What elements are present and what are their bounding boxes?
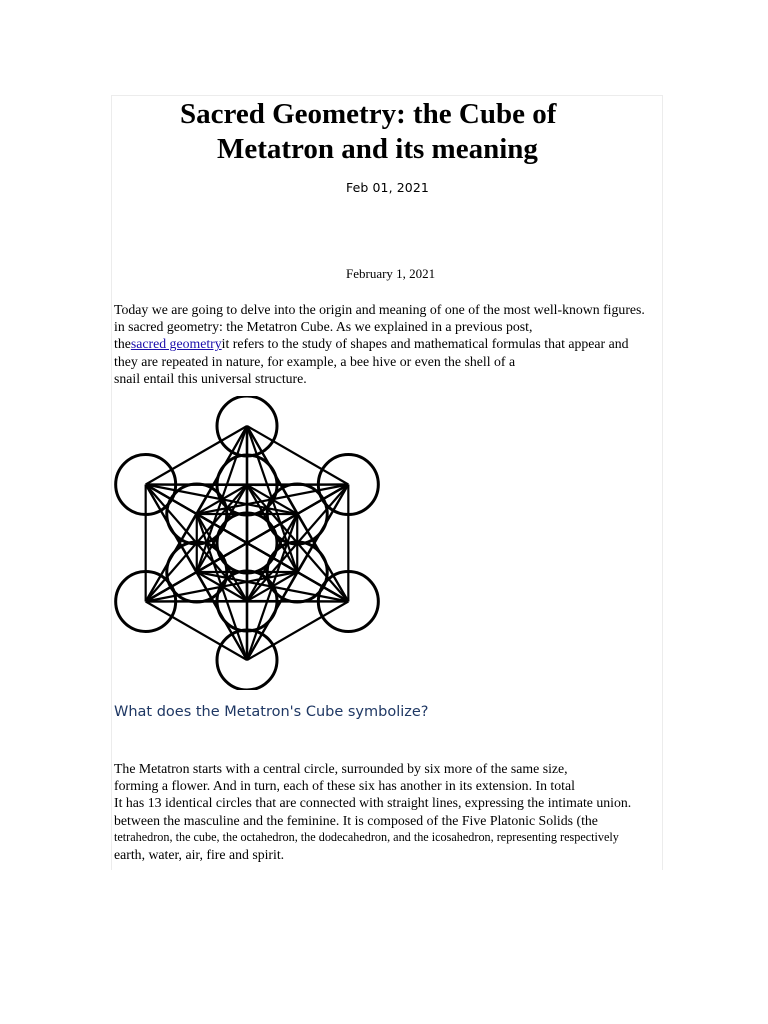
publish-date-long: February 1, 2021: [346, 266, 436, 281]
intro-paragraph: [114, 301, 679, 387]
intro-line: snail entail this universal structure.: [114, 370, 307, 386]
body-line: The Metatron starts with a central circle, surrounded by six more of the same size,: [114, 761, 568, 776]
intro-line: [114, 335, 679, 352]
body-paragraph: [114, 760, 679, 863]
figure-line: [247, 426, 348, 485]
figure-line: [146, 426, 247, 485]
body-line: tetrahedron, the cube, the octahedron, the dodecahedron, and the icosahedron, representing respectively: [114, 829, 619, 844]
figure-line: [146, 602, 247, 661]
intro-line: in sacred geometry: the Metatron Cube. As we explained in a previous post,: [114, 319, 533, 335]
section-heading: What does the Metatron's Cube symbolize?: [114, 704, 429, 720]
body-line: between the masculine and the feminine. It is composed of the Five Platonic Solids (the: [114, 812, 598, 828]
body-line: It has 13 identical circles that are connected with straight lines, expressing the intimate union.: [114, 795, 632, 811]
intro-prefix: the: [114, 336, 131, 352]
intro-suffix: it refers to the study of shapes and mathematical formulas that appear and: [221, 336, 629, 352]
body-line: earth, water, air, fire and spirit.: [114, 847, 285, 863]
title-line-2: Metatron and its meaning: [217, 133, 538, 165]
body-line: forming a flower. And in turn, each of these six has another in its extension. In total: [114, 778, 575, 794]
article-title: [0, 97, 768, 167]
metatron-cube-figure: [112, 396, 382, 690]
publish-date-short: Feb 01, 2021: [346, 180, 429, 195]
title-line-1: Sacred Geometry: the Cube of: [180, 98, 557, 130]
intro-line: they are repeated in nature, for example, a bee hive or even the shell of a: [114, 353, 516, 369]
intro-line: Today we are going to delve into the origin and meaning of one of the most well-known figures.: [114, 302, 645, 317]
sacred-geometry-link[interactable]: sacred geometry: [130, 336, 222, 352]
figure-line: [247, 602, 348, 661]
